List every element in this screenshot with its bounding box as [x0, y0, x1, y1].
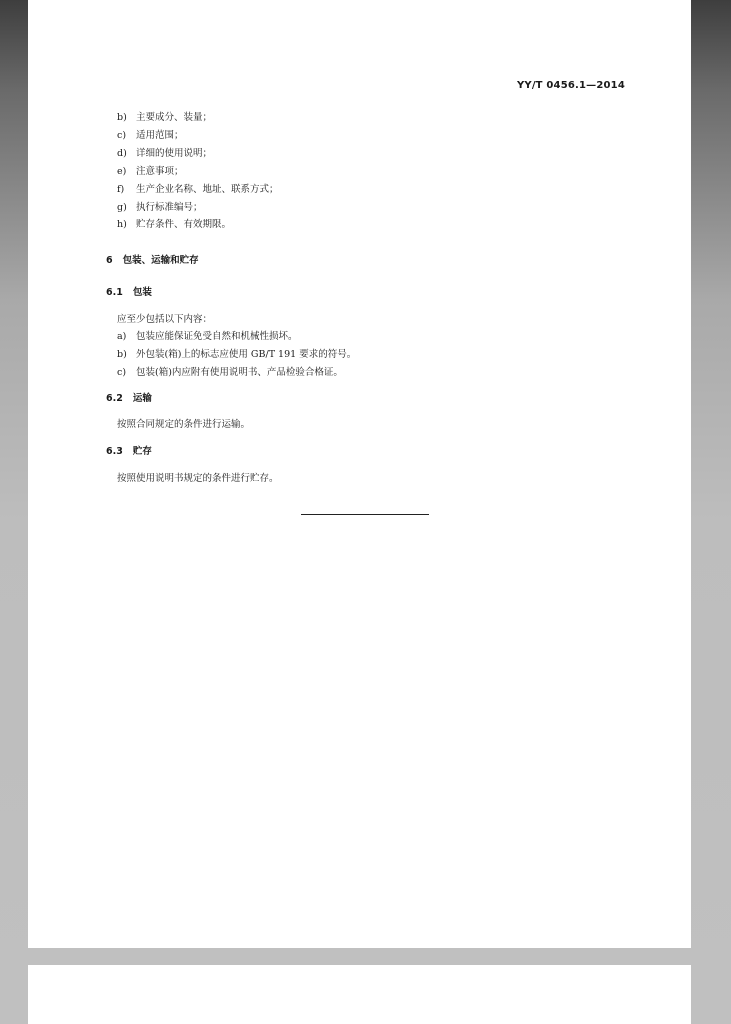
list-item: [117, 166, 184, 178]
section-6-1-intro: 应至少包括以下内容：: [117, 314, 213, 325]
list-marker: e): [117, 166, 127, 177]
section-6-heading: [106, 255, 199, 267]
list-text: 主要成分、装量；: [136, 112, 213, 123]
section-title: 包装: [132, 287, 152, 298]
list-marker: d): [117, 148, 127, 159]
section-6-1-heading: [106, 287, 152, 299]
list-marker: g): [117, 202, 127, 213]
list-marker: b): [117, 349, 127, 360]
section-title: 运输: [132, 393, 152, 404]
list-item: [117, 202, 203, 214]
section-title: 包装、运输和贮存: [122, 255, 199, 266]
section-title: 贮存: [132, 446, 152, 457]
list-marker: c): [117, 130, 127, 141]
section-number: 6.2: [106, 393, 123, 404]
section-6-3-heading: [106, 446, 152, 458]
list-marker: a): [117, 331, 127, 342]
list-item: [117, 148, 212, 160]
list-marker: f): [117, 184, 125, 195]
standard-number-header: YY/T 0456.1—2014: [516, 80, 625, 91]
list-text: 包装(箱)内应附有使用说明书、产品检验合格证。: [136, 367, 343, 378]
list-item: [117, 349, 356, 361]
list-text: 详细的使用说明；: [136, 148, 213, 159]
list-text: 包装应能保证免受自然和机械性损坏。: [136, 331, 298, 342]
section-number: 6.1: [106, 287, 123, 298]
document-page: [28, 0, 691, 948]
list-marker: b): [117, 112, 127, 123]
list-item: [117, 112, 212, 124]
section-6-2-text: 按照合同规定的条件进行运输。: [117, 419, 251, 430]
list-text: 外包装(箱)上的标志应使用 GB/T 191 要求的符号。: [136, 349, 357, 360]
list-marker: c): [117, 367, 127, 378]
list-item: [117, 367, 343, 379]
list-text: 生产企业名称、地址、联系方式；: [136, 184, 279, 195]
list-text: 执行标准编号；: [136, 202, 203, 213]
list-item: [117, 130, 184, 142]
next-page: [28, 965, 691, 1024]
list-text: 注意事项；: [136, 166, 184, 177]
list-item: [117, 219, 231, 231]
list-text: 贮存条件、有效期限。: [136, 219, 232, 230]
section-number: 6: [106, 255, 113, 266]
end-of-document-rule: [301, 514, 429, 515]
list-item: [117, 331, 298, 343]
section-number: 6.3: [106, 446, 123, 457]
list-item: [117, 184, 279, 196]
list-text: 适用范围；: [136, 130, 184, 141]
section-6-2-heading: [106, 393, 152, 405]
list-marker: h): [117, 219, 127, 230]
section-6-3-text: 按照使用说明书规定的条件进行贮存。: [117, 473, 279, 484]
